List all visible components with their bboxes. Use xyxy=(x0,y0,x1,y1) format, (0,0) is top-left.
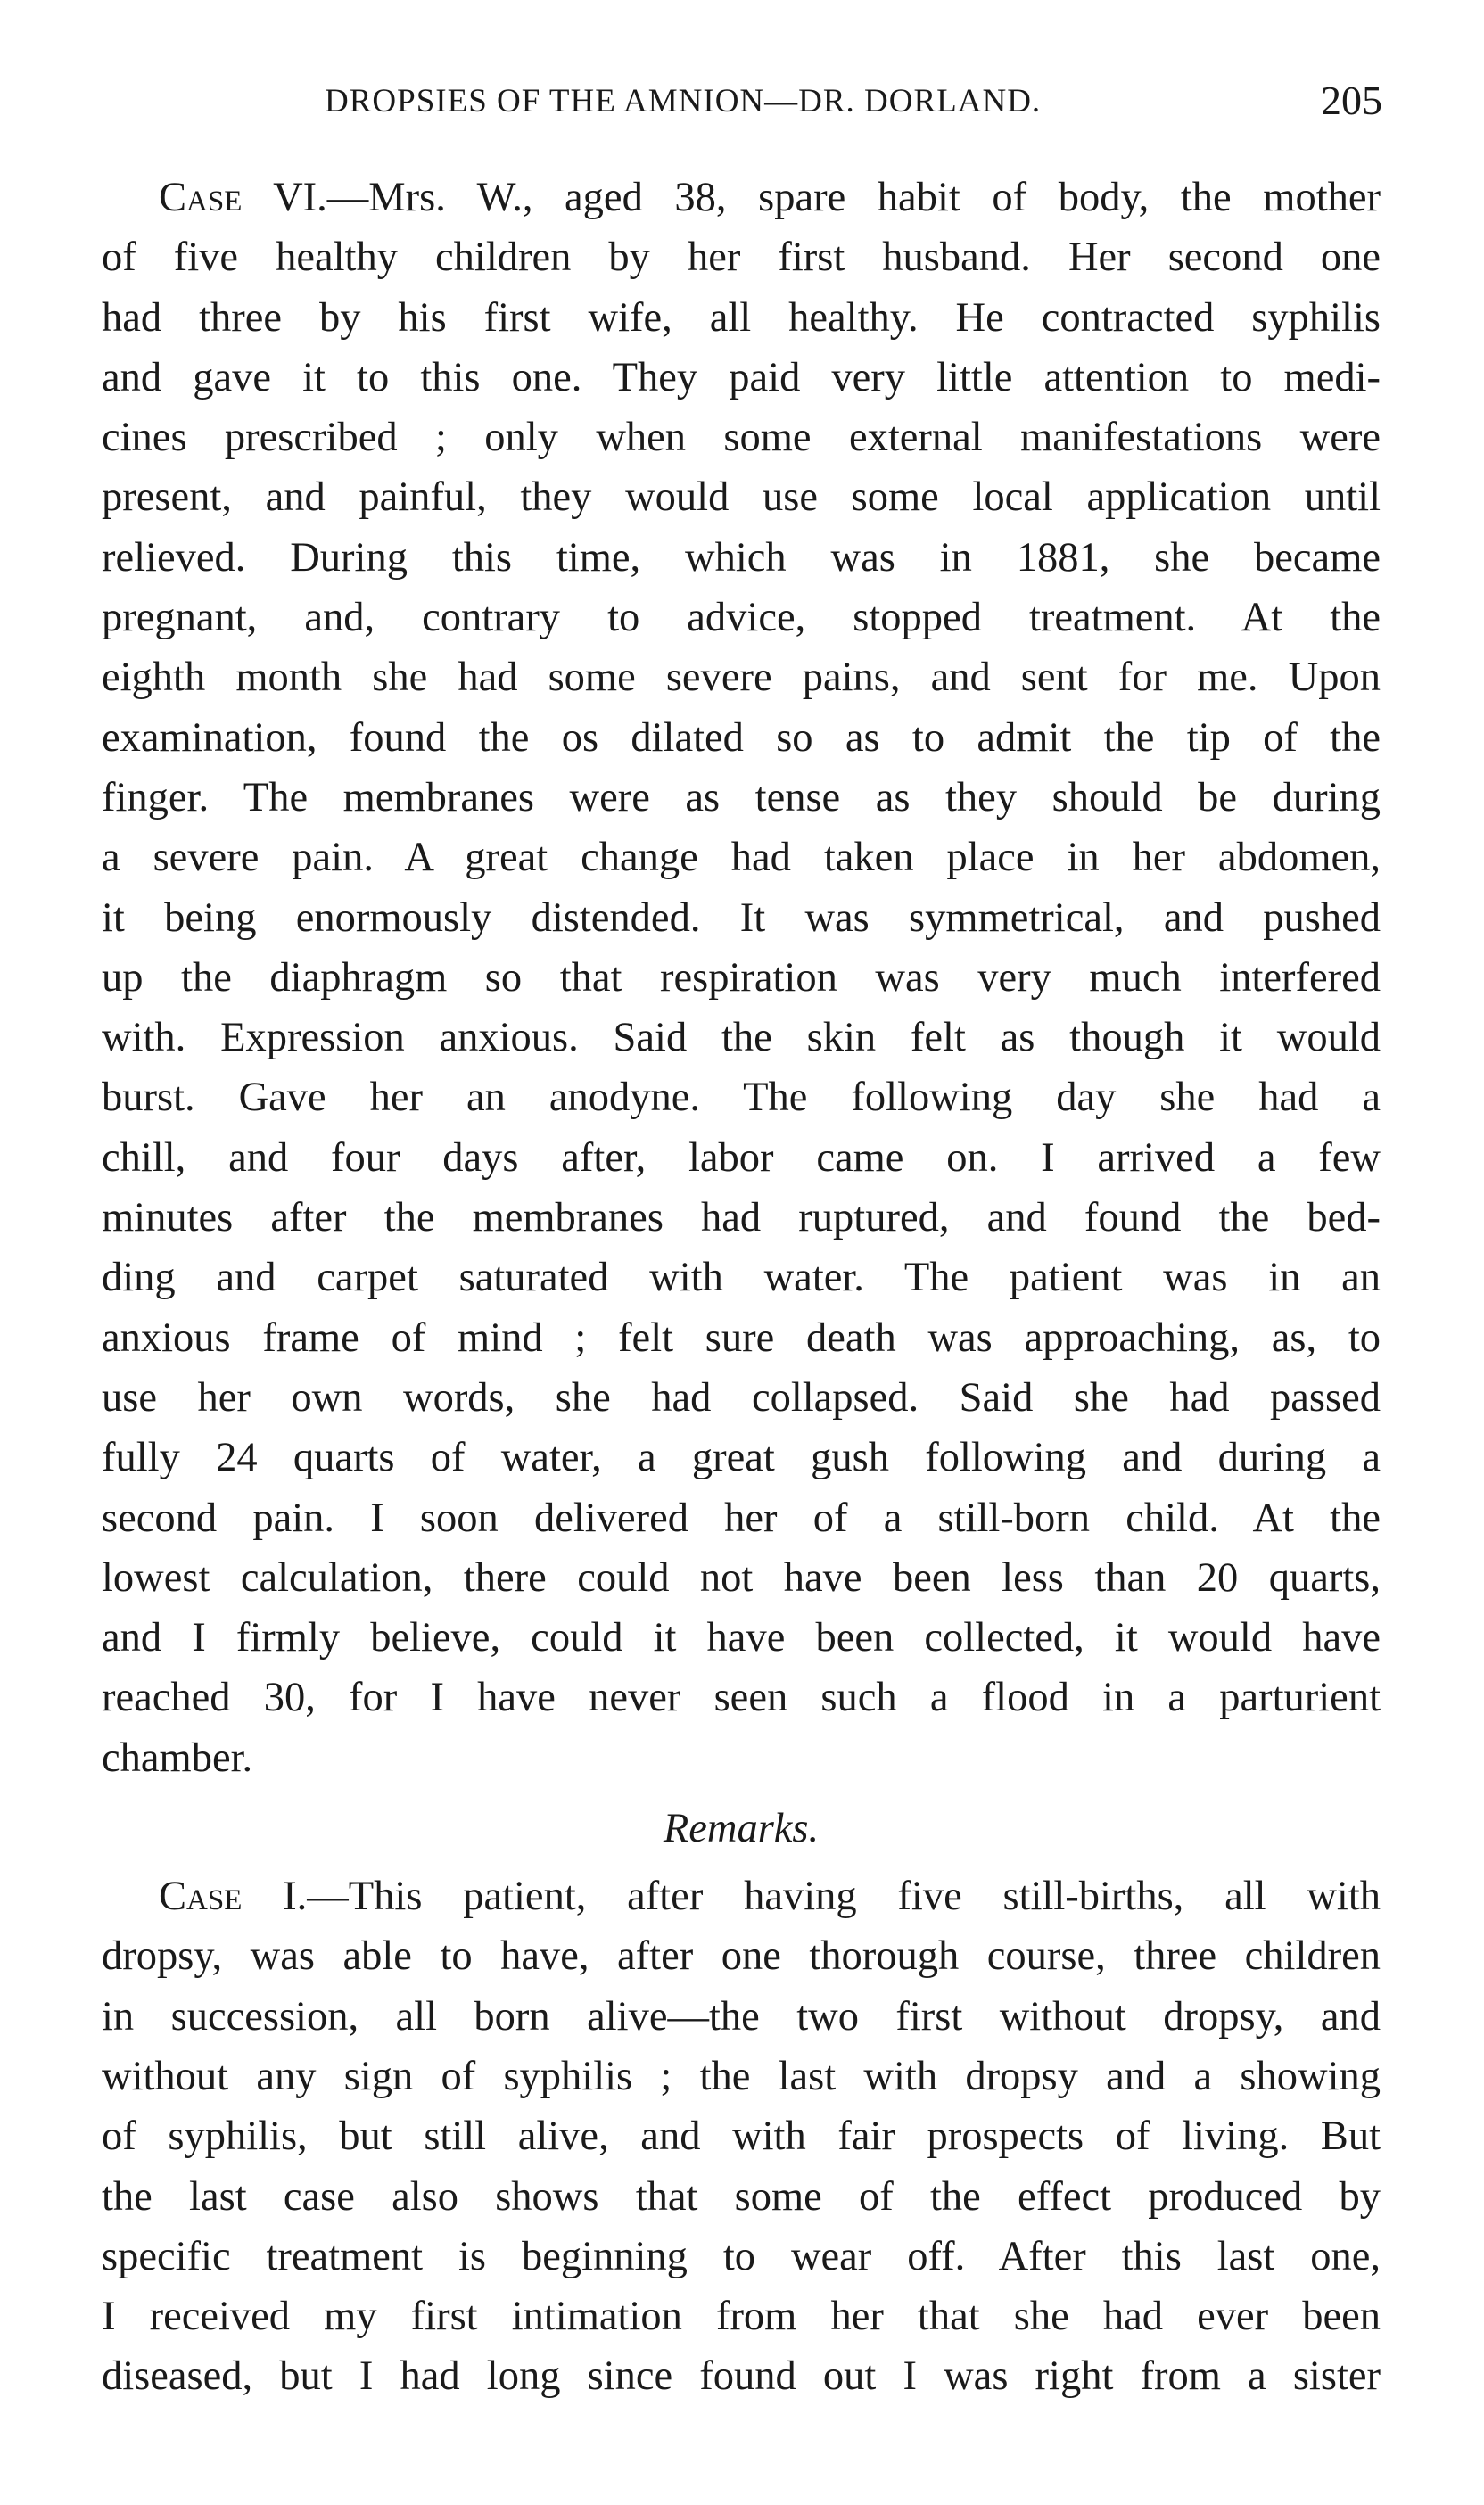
text-line: burst. Gave her an anodyne. The following day she had a xyxy=(102,1075,1381,1121)
text-line: chamber. xyxy=(102,1735,253,1781)
running-head xyxy=(100,78,1382,136)
text-line: ding and carpet saturated with water. The patient was in an xyxy=(102,1255,1381,1301)
text-line: relieved. During this time, which was in 1881, she became xyxy=(102,534,1381,581)
text-line: second pain. I soon delivered her of a still-born child. At the xyxy=(102,1495,1381,1541)
text-line: chill, and four days after, labor came on. I arrived a few xyxy=(102,1134,1381,1181)
text-line: and gave it to this one. They paid very little attention to medi- xyxy=(102,354,1381,400)
running-head-title: DROPSIES OF THE AMNION—DR. DORLAND. xyxy=(325,83,1042,119)
text-line: a severe pain. A great change had taken place in her abdomen, xyxy=(102,835,1381,881)
text-line: diseased, but I had long since found out I was right from a sister xyxy=(102,2353,1381,2400)
section-heading: Remarks. xyxy=(663,1806,820,1852)
text-line: cines prescribed ; only when some external manifestations were xyxy=(102,415,1381,461)
text-line: in succession, all born alive—the two first without dropsy, and xyxy=(102,1993,1381,2039)
text-line-content: —This patient, after having five still-births, all with xyxy=(307,1874,1381,1920)
text-line: up the diaphragm so that respiration was very much interfered xyxy=(102,954,1381,1001)
text-line: lowest calculation, there could not have been less than 20 quarts, xyxy=(102,1554,1381,1601)
case-label: Case I. xyxy=(159,1874,308,1920)
text-line-content: —Mrs. W., aged 38, spare habit of body, the mother xyxy=(326,175,1381,220)
text-line: fully 24 quarts of water, a great gush following and during a xyxy=(102,1435,1381,1481)
text-line: had three by his first wife, all healthy. He contracted syphilis xyxy=(102,294,1381,341)
text-line: I received my first intimation from her that she had ever been xyxy=(102,2294,1381,2340)
case-label: Case VI. xyxy=(159,175,327,220)
text-line: present, and painful, they would use some local application until xyxy=(102,474,1381,521)
text-line: anxious frame of mind ; felt sure death was approaching, as, to xyxy=(102,1314,1381,1361)
text-line xyxy=(102,168,1381,227)
text-line: eighth month she had some severe pains, and sent for me. Upon xyxy=(102,655,1381,701)
text-line: the last case also shows that some of the effect produced by xyxy=(102,2173,1381,2220)
text-line xyxy=(102,1866,1381,1926)
text-line: it being enormously distended. It was symmetrical, and pushed xyxy=(102,894,1381,941)
text-line: with. Expression anxious. Said the skin felt as though it would xyxy=(102,1015,1381,1061)
text-line: of syphilis, but still alive, and with fair prospects of living. But xyxy=(102,2114,1381,2160)
text-line: examination, found the os dilated so as to admit the tip of the xyxy=(102,714,1381,761)
text-line: specific treatment is beginning to wear off. After this last one, xyxy=(102,2233,1381,2279)
text-line: of five healthy children by her first husband. Her second one xyxy=(102,235,1381,281)
text-line: reached 30, for I have never seen such a flood in a parturient xyxy=(102,1675,1381,1721)
text-line: dropsy, was able to have, after one thorough course, three children xyxy=(102,1933,1381,1980)
page-number: 205 xyxy=(1321,78,1382,123)
text-line: minutes after the membranes had ruptured, and found the bed- xyxy=(102,1195,1381,1241)
text-line: finger. The membranes were as tense as they should be during xyxy=(102,774,1381,820)
text-line: pregnant, and, contrary to advice, stopped treatment. At the xyxy=(102,595,1381,641)
text-line: and I firmly believe, could it have been collected, it would have xyxy=(102,1615,1381,1661)
body-text xyxy=(102,168,1381,2407)
text-line: without any sign of syphilis ; the last with dropsy and a showing xyxy=(102,2053,1381,2099)
text-line: use her own words, she had collapsed. Said she had passed xyxy=(102,1374,1381,1421)
